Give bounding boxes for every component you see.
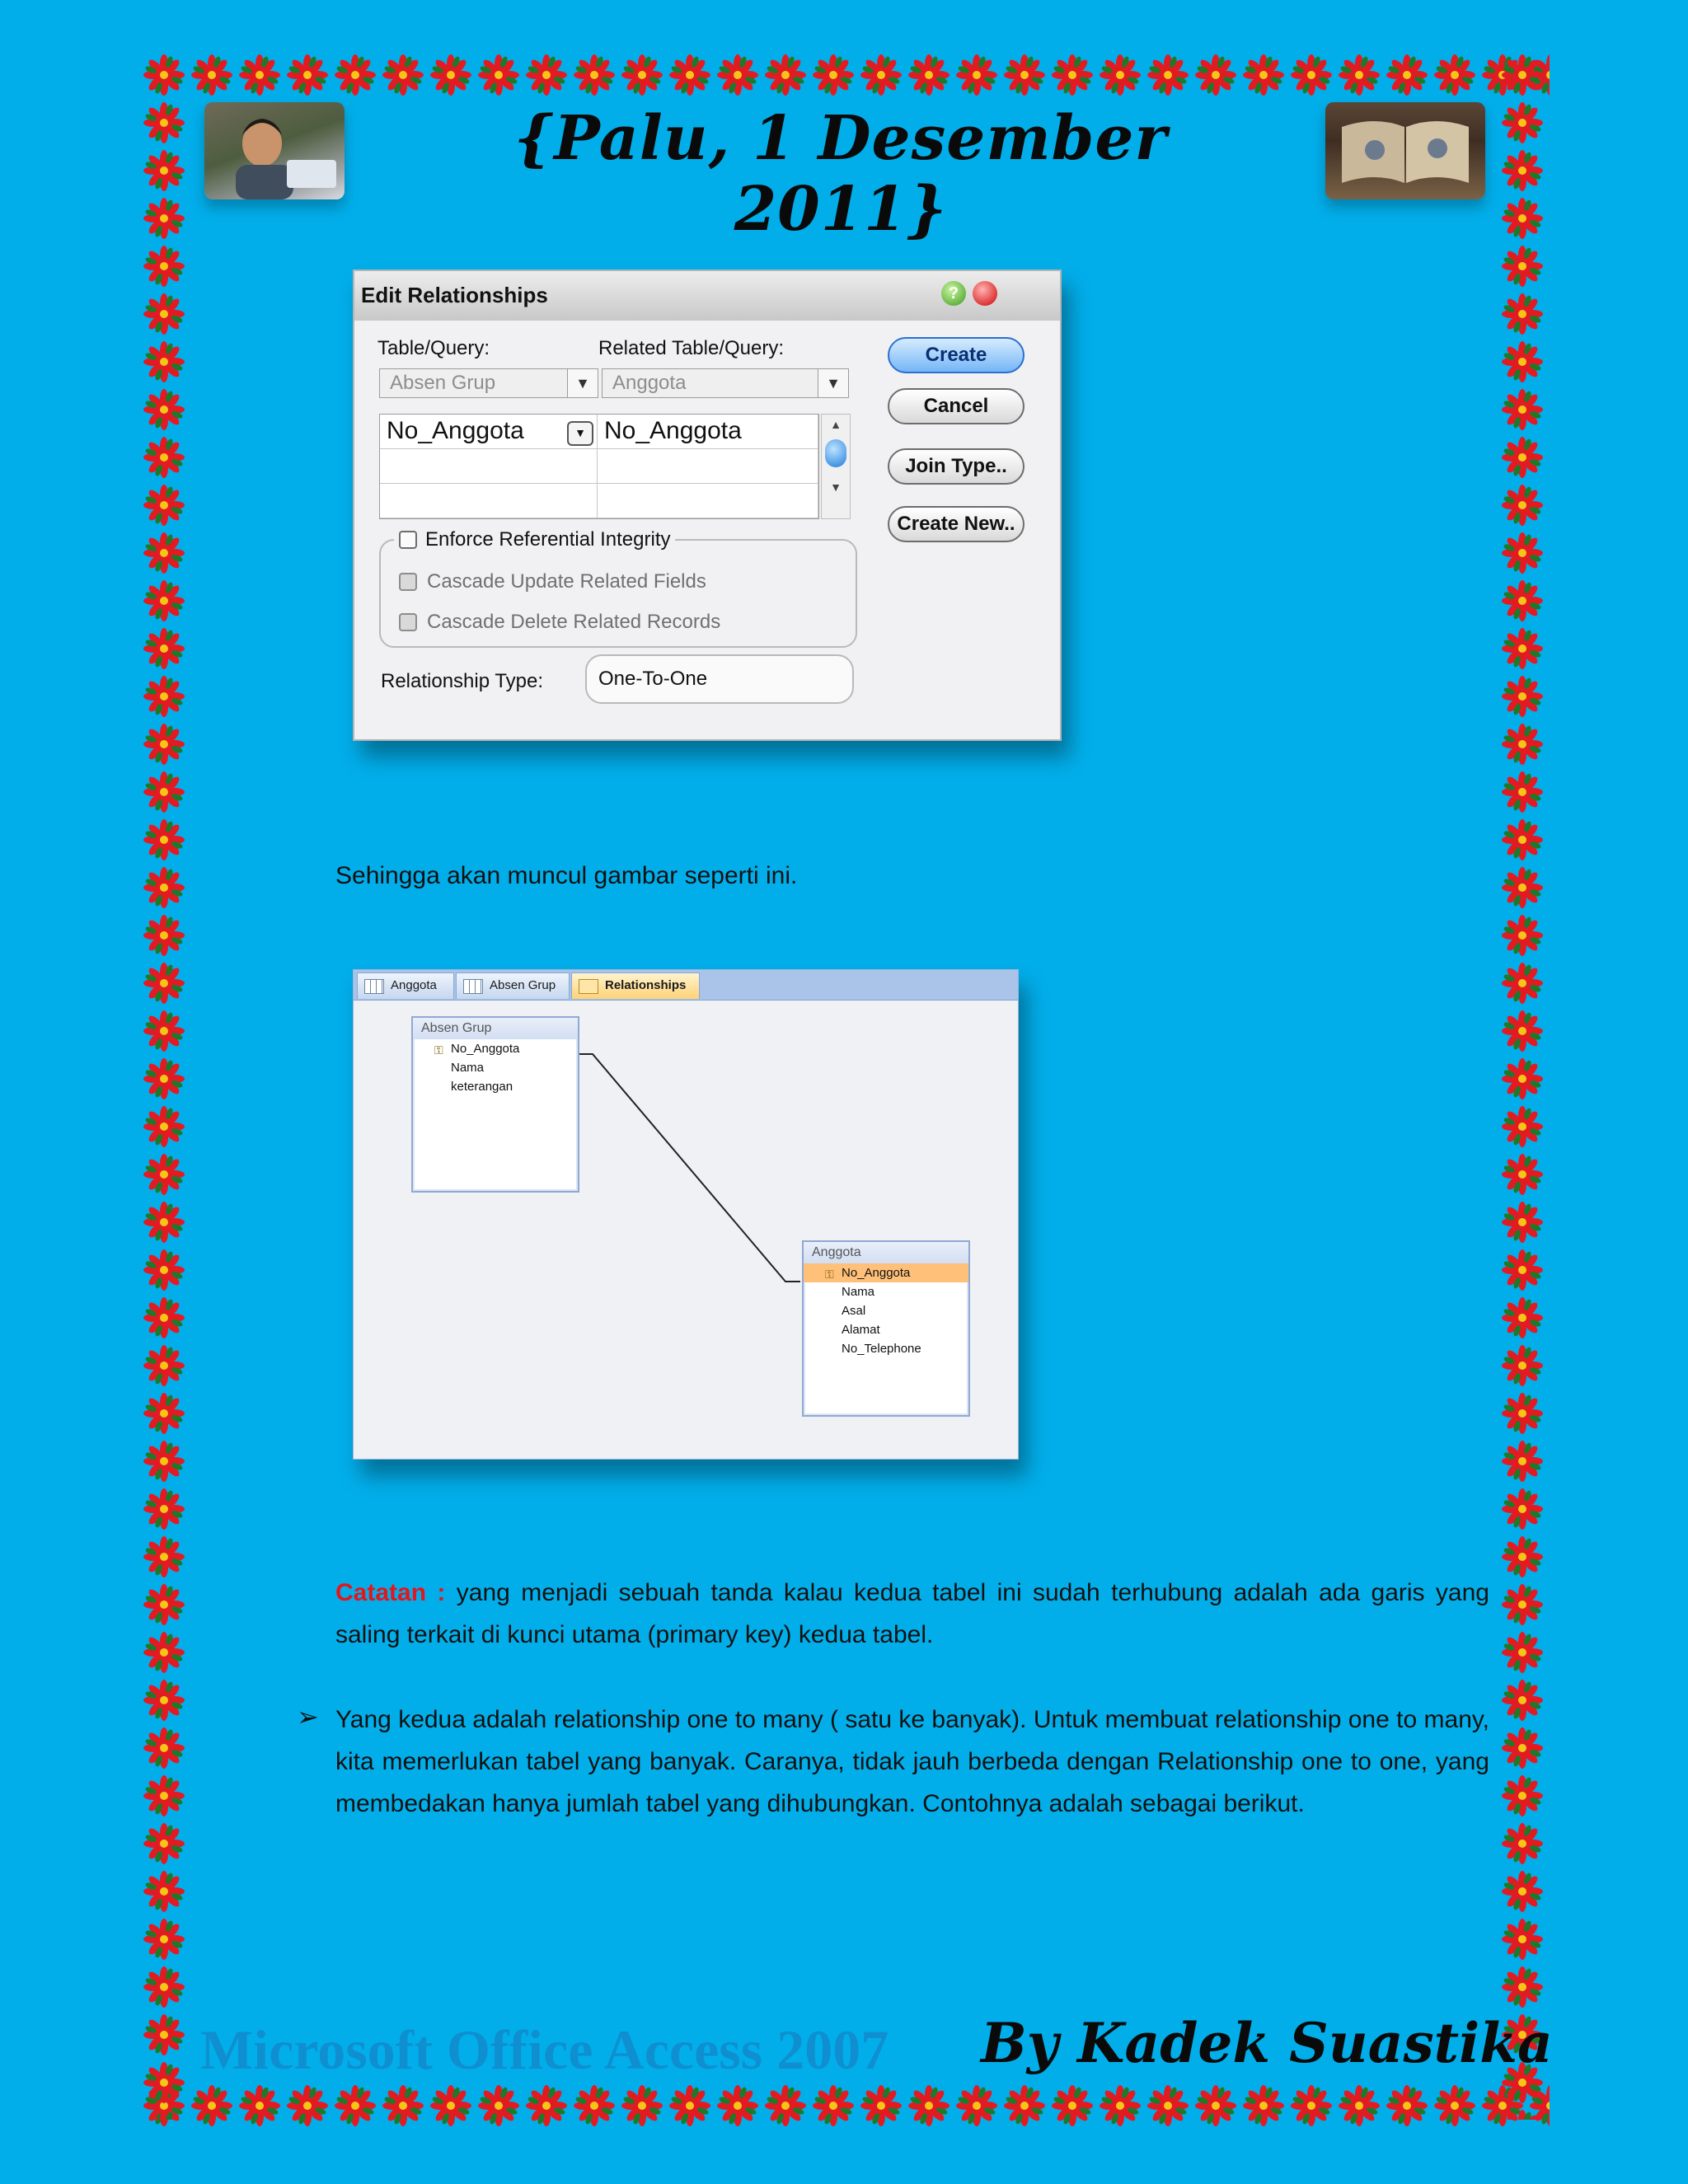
table-box-absen-grup[interactable] — [411, 1016, 579, 1193]
grid-scrollbar[interactable] — [821, 414, 851, 519]
border-right — [1498, 51, 1550, 2120]
close-icon[interactable] — [973, 281, 997, 306]
poinsettia-icon — [570, 2082, 618, 2130]
poinsettia-icon — [1498, 1533, 1546, 1581]
poinsettia-icon — [1096, 2082, 1144, 2130]
poinsettia-icon — [140, 2059, 188, 2107]
field-name: No_Telephone — [842, 1342, 921, 1356]
poinsettia-icon — [618, 51, 666, 99]
poinsettia-icon — [1431, 51, 1479, 99]
author-photo — [204, 102, 345, 199]
poinsettia-icon — [1498, 625, 1546, 673]
poinsettia-icon — [1001, 51, 1048, 99]
help-icon[interactable]: ? — [941, 281, 966, 306]
poinsettia-icon — [1498, 768, 1546, 816]
poinsettia-icon — [1498, 1007, 1546, 1055]
poinsettia-icon — [1498, 1437, 1546, 1485]
table-box-title: Absen Grup — [413, 1018, 578, 1039]
poinsettia-icon — [1498, 1581, 1546, 1629]
poinsettia-icon — [140, 99, 188, 147]
poinsettia-icon — [140, 1007, 188, 1055]
poinsettia-icon — [140, 338, 188, 386]
note-text: yang menjadi sebuah tanda kalau kedua tabel ini sudah terhubung adalah ada garis yang saling terkait di kunci utama (primary key) kedua tabel. — [335, 1579, 1489, 1648]
border-top — [140, 51, 1550, 102]
table-field-row[interactable] — [413, 1058, 578, 1077]
relationship-type-value: One-To-One — [585, 654, 854, 704]
poinsettia-icon — [140, 1198, 188, 1246]
cascade-update-label: Cascade Update Related Fields — [427, 570, 706, 593]
poinsettia-icon — [140, 1724, 188, 1772]
table-field-row[interactable] — [804, 1301, 968, 1320]
create-new-button[interactable]: Create New.. — [888, 506, 1025, 542]
poinsettia-icon — [140, 1342, 188, 1390]
tab-label: Anggota — [391, 978, 437, 992]
note-label: Catatan : — [335, 1579, 446, 1606]
poinsettia-icon — [1431, 2082, 1479, 2130]
poinsettia-icon — [618, 2082, 666, 2130]
poinsettia-icon — [140, 2107, 188, 2120]
poinsettia-icon — [1096, 51, 1144, 99]
table-field-row[interactable] — [804, 1282, 968, 1301]
poinsettia-icon — [1498, 577, 1546, 625]
table-field-row[interactable] — [804, 1263, 968, 1282]
field-name: Asal — [842, 1304, 866, 1318]
poinsettia-icon — [140, 1055, 188, 1103]
poinsettia-icon — [140, 577, 188, 625]
poinsettia-icon — [140, 1676, 188, 1724]
poinsettia-icon — [475, 51, 523, 99]
poinsettia-icon — [1383, 2082, 1431, 2130]
poinsettia-icon — [1498, 386, 1546, 434]
poinsettia-icon — [1144, 2082, 1192, 2130]
poinsettia-icon — [857, 2082, 905, 2130]
field-right-cell[interactable] — [598, 415, 818, 449]
related-table-value: Anggota — [612, 372, 687, 394]
field-empty-cell[interactable] — [598, 449, 818, 484]
poinsettia-icon — [140, 1915, 188, 1963]
chevron-down-icon[interactable]: ▼ — [818, 369, 848, 397]
poinsettia-icon — [1048, 51, 1096, 99]
field-right-value: No_Anggota — [604, 417, 742, 444]
poinsettia-icon — [1001, 2082, 1048, 2130]
field-name: keterangan — [451, 1080, 513, 1094]
relationship-type-label: Relationship Type: — [381, 670, 544, 692]
poinsettia-icon — [140, 912, 188, 959]
poinsettia-icon — [331, 2082, 379, 2130]
poinsettia-icon — [188, 2082, 236, 2130]
poinsettia-icon — [379, 51, 427, 99]
related-table-label: Related Table/Query: — [598, 337, 785, 359]
poinsettia-icon — [1192, 2082, 1240, 2130]
poinsettia-icon — [140, 1533, 188, 1581]
edit-relationships-dialog — [353, 269, 1062, 741]
table-box-title: Anggota — [804, 1242, 968, 1263]
poinsettia-icon — [475, 2082, 523, 2130]
poinsettia-icon — [1498, 1246, 1546, 1294]
field-name: No_Anggota — [842, 1266, 911, 1280]
poinsettia-icon — [140, 1437, 188, 1485]
poinsettia-icon — [427, 2082, 475, 2130]
table-box-anggota[interactable] — [802, 1240, 970, 1417]
scroll-thumb[interactable] — [825, 439, 846, 467]
field-left-value: No_Anggota — [387, 417, 524, 444]
poinsettia-icon — [714, 2082, 762, 2130]
poinsettia-icon — [140, 720, 188, 768]
poinsettia-icon — [953, 51, 1001, 99]
poinsettia-icon — [1498, 529, 1546, 577]
table-field-row[interactable] — [804, 1339, 968, 1358]
related-table-select[interactable] — [602, 368, 849, 398]
poinsettia-icon — [284, 2082, 331, 2130]
poinsettia-icon — [523, 2082, 570, 2130]
poinsettia-icon — [1498, 1868, 1546, 1915]
poinsettia-icon — [1498, 912, 1546, 959]
poinsettia-icon — [666, 2082, 714, 2130]
poinsettia-icon — [905, 2082, 953, 2130]
create-button[interactable]: Create — [888, 337, 1025, 373]
poinsettia-icon — [1498, 1963, 1546, 2011]
poinsettia-icon — [140, 1629, 188, 1676]
poinsettia-icon — [140, 768, 188, 816]
poinsettia-icon — [1498, 1198, 1546, 1246]
poinsettia-icon — [140, 2011, 188, 2059]
poinsettia-icon — [140, 1772, 188, 1820]
poinsettia-icon — [1287, 2082, 1335, 2130]
scroll-down-icon[interactable]: ▼ — [830, 480, 842, 494]
cancel-button[interactable]: Cancel — [888, 388, 1025, 424]
poinsettia-icon — [523, 51, 570, 99]
poinsettia-icon — [1498, 290, 1546, 338]
table-query-select[interactable] — [379, 368, 598, 398]
poinsettia-icon — [140, 1246, 188, 1294]
poinsettia-icon — [1335, 2082, 1383, 2130]
poinsettia-icon — [762, 2082, 809, 2130]
poinsettia-icon — [140, 1294, 188, 1342]
table-field-row[interactable] — [804, 1320, 968, 1339]
field-grid — [379, 414, 819, 519]
cascade-delete-label: Cascade Delete Related Records — [427, 611, 721, 633]
poinsettia-icon — [140, 959, 188, 1007]
border-bottom — [140, 2082, 1550, 2133]
poinsettia-icon — [1498, 816, 1546, 864]
poinsettia-icon — [1335, 51, 1383, 99]
poinsettia-icon — [140, 481, 188, 529]
poinsettia-icon — [953, 2082, 1001, 2130]
note-paragraph — [335, 1572, 1489, 1656]
poinsettia-icon — [1498, 51, 1546, 99]
poinsettia-icon — [1498, 1151, 1546, 1198]
poinsettia-icon — [1498, 959, 1546, 1007]
poinsettia-icon — [140, 290, 188, 338]
poinsettia-icon — [1498, 434, 1546, 481]
field-name: Alamat — [842, 1323, 880, 1337]
poinsettia-icon — [570, 51, 618, 99]
poinsettia-icon — [714, 51, 762, 99]
tab-label: Absen Grup — [490, 978, 556, 992]
poinsettia-icon — [1287, 51, 1335, 99]
poinsettia-icon — [762, 51, 809, 99]
footer-product-title: Microsoft Office Access 2007 — [200, 2018, 889, 2081]
poinsettia-icon — [140, 816, 188, 864]
field-empty-cell[interactable] — [380, 484, 598, 518]
poinsettia-icon — [140, 242, 188, 290]
poinsettia-icon — [140, 1963, 188, 2011]
poinsettia-icon — [905, 51, 953, 99]
poinsettia-icon — [1498, 1055, 1546, 1103]
poinsettia-icon — [427, 51, 475, 99]
poinsettia-icon — [140, 51, 188, 99]
poinsettia-icon — [236, 51, 284, 99]
poinsettia-icon — [666, 51, 714, 99]
poinsettia-icon — [1498, 194, 1546, 242]
cascade-update-checkbox — [399, 573, 417, 591]
tab-label: Relationships — [605, 978, 687, 992]
caption-text: Sehingga akan muncul gambar seperti ini. — [335, 862, 798, 889]
table-query-label: Table/Query: — [377, 337, 490, 359]
poinsettia-icon — [1498, 242, 1546, 290]
enforce-integrity-option[interactable] — [394, 528, 675, 551]
poinsettia-icon — [140, 386, 188, 434]
poinsettia-icon — [1498, 1629, 1546, 1676]
chevron-down-icon[interactable]: ▼ — [567, 421, 593, 446]
chevron-down-icon[interactable]: ▼ — [567, 369, 598, 397]
poinsettia-icon — [1498, 147, 1546, 194]
poinsettia-icon — [1048, 2082, 1096, 2130]
field-empty-cell[interactable] — [380, 449, 598, 484]
poinsettia-icon — [140, 1581, 188, 1629]
field-name: Nama — [451, 1061, 485, 1075]
poinsettia-icon — [1498, 1724, 1546, 1772]
poinsettia-icon — [140, 529, 188, 577]
field-left-cell[interactable] — [380, 415, 598, 449]
poinsettia-icon — [857, 51, 905, 99]
bullet-paragraph: Yang kedua adalah relationship one to many ( satu ke banyak). Untuk membuat relationship one to many, kita memerlukan tabel yang banyak. Caranya, tidak jauh berbeda dengan Relationship one to one, yang membedakan hanya jumlah tabel yang dihubungkan. Contohnya adalah sebagai berikut. — [335, 1706, 1489, 1817]
poinsettia-icon — [140, 625, 188, 673]
poinsettia-icon — [140, 864, 188, 912]
border-left — [140, 51, 191, 2120]
poinsettia-icon — [140, 434, 188, 481]
relationships-window — [353, 969, 1019, 1460]
poinsettia-icon — [1383, 51, 1431, 99]
poinsettia-icon — [809, 51, 857, 99]
book-photo — [1325, 102, 1485, 199]
poinsettia-icon — [1498, 1676, 1546, 1724]
poinsettia-icon — [140, 147, 188, 194]
poinsettia-icon — [1498, 1915, 1546, 1963]
scroll-up-icon[interactable]: ▲ — [830, 418, 842, 431]
dialog-title: Edit Relationships — [361, 283, 548, 307]
poinsettia-icon — [188, 51, 236, 99]
poinsettia-icon — [1498, 1103, 1546, 1151]
poinsettia-icon — [1498, 1294, 1546, 1342]
footer-author: By Kadek Suastika — [981, 2011, 1553, 2075]
enforce-integrity-checkbox[interactable] — [399, 531, 417, 549]
poinsettia-icon — [809, 2082, 857, 2130]
poinsettia-icon — [140, 1485, 188, 1533]
key-icon: ⚿ — [434, 1043, 443, 1057]
poinsettia-icon — [1498, 1485, 1546, 1533]
field-name: No_Anggota — [451, 1042, 520, 1056]
table-field-row[interactable] — [413, 1039, 578, 1058]
table-query-value: Absen Grup — [390, 372, 496, 394]
poinsettia-icon — [1498, 1820, 1546, 1868]
field-empty-cell[interactable] — [598, 484, 818, 518]
table-field-row[interactable] — [413, 1077, 578, 1096]
poinsettia-icon — [1498, 864, 1546, 912]
enforce-integrity-label: Enforce Referential Integrity — [425, 528, 671, 551]
poinsettia-icon — [140, 1390, 188, 1437]
poinsettia-icon — [1498, 481, 1546, 529]
poinsettia-icon — [1498, 673, 1546, 720]
poinsettia-icon — [1498, 338, 1546, 386]
poinsettia-icon — [140, 673, 188, 720]
cascade-update-option — [399, 570, 706, 593]
page-header-title: {Palu, 1 Desember 2011} — [513, 103, 1168, 245]
poinsettia-icon — [284, 51, 331, 99]
join-type-button[interactable]: Join Type.. — [888, 448, 1025, 485]
poinsettia-icon — [1240, 51, 1287, 99]
poinsettia-icon — [140, 1820, 188, 1868]
cascade-delete-option — [399, 611, 720, 634]
poinsettia-icon — [1498, 1390, 1546, 1437]
dialog-titlebar — [354, 271, 1060, 321]
poinsettia-icon — [1498, 720, 1546, 768]
poinsettia-icon — [1498, 1342, 1546, 1390]
poinsettia-icon — [1498, 2107, 1546, 2120]
poinsettia-icon — [1240, 2082, 1287, 2130]
poinsettia-icon — [1498, 99, 1546, 147]
poinsettia-icon — [236, 2082, 284, 2130]
bullet-arrow-icon: ➢ — [297, 1702, 319, 1732]
cascade-delete-checkbox — [399, 613, 417, 631]
poinsettia-icon — [140, 1151, 188, 1198]
poinsettia-icon — [140, 194, 188, 242]
poinsettia-icon — [1144, 51, 1192, 99]
poinsettia-icon — [379, 2082, 427, 2130]
key-icon: ⚿ — [825, 1268, 834, 1281]
field-name: Nama — [842, 1285, 875, 1299]
poinsettia-icon — [1498, 1772, 1546, 1820]
poinsettia-icon — [1192, 51, 1240, 99]
poinsettia-icon — [331, 51, 379, 99]
poinsettia-icon — [140, 1103, 188, 1151]
poinsettia-icon — [140, 1868, 188, 1915]
